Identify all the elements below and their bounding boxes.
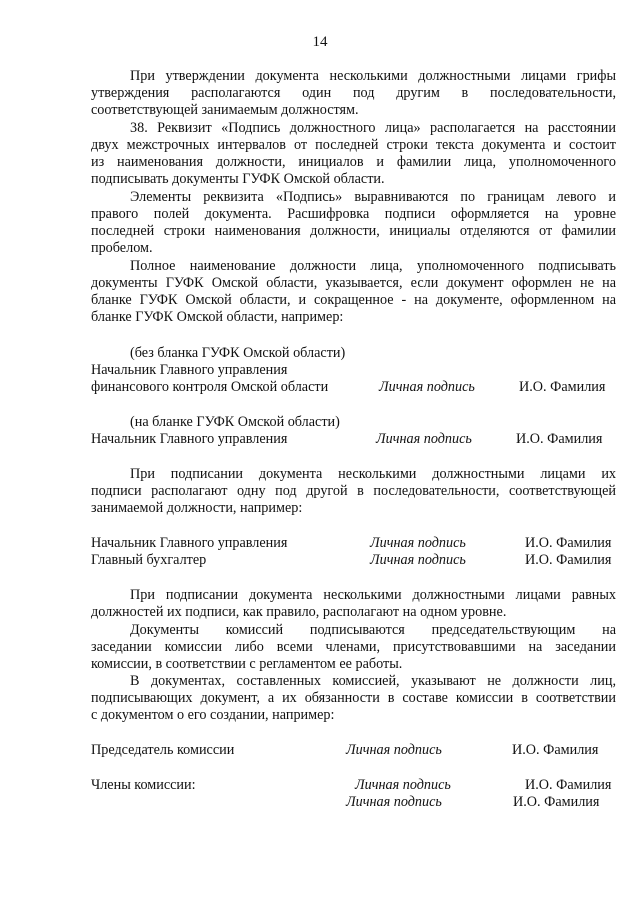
para7-line3: комиссии, в соответствии с регламентом ее работы. (91, 656, 403, 672)
para3-line3: последней строки наименования должности, инициалы отделяются от фамилии (91, 223, 616, 239)
para2-line2: двух межстрочных интервалов от последней строки текста документа и состоит (91, 137, 616, 153)
para3-line1: Элементы реквизита «Подпись» выравниваются по границам левого и (130, 189, 616, 205)
example3-row1-name: И.О. Фамилия (525, 535, 612, 551)
para1-line2: утверждения располагаются один под другим в последовательности, (91, 85, 616, 101)
para1-line1: При утверждении документа несколькими должностными лицами грифы (130, 68, 616, 84)
para8-line3: с документом о его создании, например: (91, 707, 335, 723)
para5-line3: занимаемой должности, например: (91, 500, 303, 516)
para1-line3: соответствующей занимаемым должностям. (91, 102, 359, 118)
example4-member2-signature: Личная подпись (346, 794, 442, 810)
example1-signature: Личная подпись (379, 379, 475, 395)
page-number: 14 (312, 34, 328, 50)
para5-line2: подписи располагают одну под другой в последовательности, соответствующей (91, 483, 616, 499)
example3-row1-signature: Личная подпись (370, 535, 466, 551)
example1-name: И.О. Фамилия (519, 379, 606, 395)
para4-line2: документы ГУФК Омской области, указывается, если документ оформлен не на (91, 275, 616, 291)
example4-members-label: Члены комиссии: (91, 777, 196, 793)
example3-row2-signature: Личная подпись (370, 552, 466, 568)
para7-line2: заседании комиссии либо всеми членами, присутствовавшими на заседании (91, 639, 616, 655)
para3-line4: пробелом. (91, 240, 153, 256)
para4-line3: бланке ГУФК Омской области, и сокращенное - на документе, оформленном на (91, 292, 616, 308)
example4-member1-name: И.О. Фамилия (525, 777, 612, 793)
example2-note: (на бланке ГУФК Омской области) (130, 414, 340, 430)
para2-line1: 38. Реквизит «Подпись должностного лица» располагается на расстоянии (130, 120, 616, 136)
example3-row2-name: И.О. Фамилия (525, 552, 612, 568)
example3-row1-position: Начальник Главного управления (91, 535, 288, 551)
para2-line4: подписывать документы ГУФК Омской области. (91, 171, 385, 187)
para7-line1: Документы комиссий подписываются председательствующим на (130, 622, 616, 638)
example4-chair-name: И.О. Фамилия (512, 742, 599, 758)
para4-line1: Полное наименование должности лица, уполномоченного подписывать (130, 258, 616, 274)
example1-position-line2: финансового контроля Омской области (91, 379, 329, 395)
example4-member1-signature: Личная подпись (355, 777, 451, 793)
example4-chair-signature: Личная подпись (346, 742, 442, 758)
example2-name: И.О. Фамилия (516, 431, 603, 447)
example4-chair-label: Председатель комиссии (91, 742, 235, 758)
example2-signature: Личная подпись (376, 431, 472, 447)
para5-line1: При подписании документа несколькими должностными лицами их (130, 466, 616, 482)
example4-member2-name: И.О. Фамилия (513, 794, 600, 810)
example1-position-line1: Начальник Главного управления (91, 362, 288, 378)
para6-line1: При подписании документа несколькими должностными лицами равных (130, 587, 616, 603)
para6-line2: должностей их подписи, как правило, располагают на одном уровне. (91, 604, 507, 620)
example2-position: Начальник Главного управления (91, 431, 288, 447)
example3-row2-position: Главный бухгалтер (91, 552, 207, 568)
example1-note: (без бланка ГУФК Омской области) (130, 345, 346, 361)
para3-line2: правого полей документа. Расшифровка подписи оформляется на уровне (91, 206, 616, 222)
para8-line2: подписывающих документ, а их обязанности в составе комиссии в соответствии (91, 690, 616, 706)
para8-line1: В документах, составленных комиссией, указывают не должности лиц, (130, 673, 616, 689)
para4-line4: бланке ГУФК Омской области, например: (91, 309, 344, 325)
para2-line3: из наименования должности, инициалов и фамилии лица, уполномоченного (91, 154, 616, 170)
